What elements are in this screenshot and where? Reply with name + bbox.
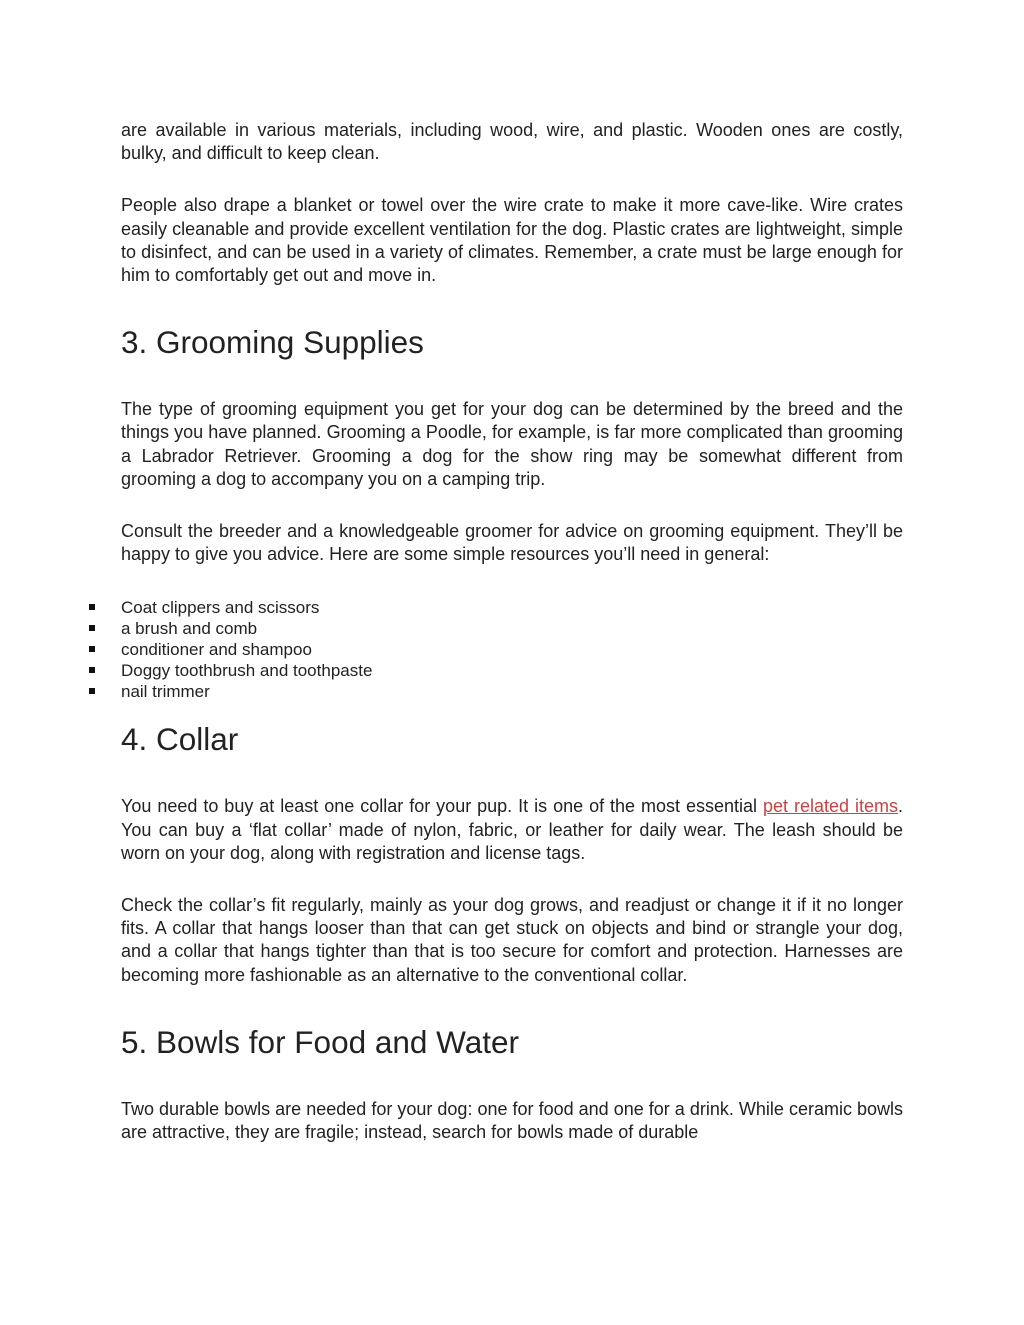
list-item: [121, 597, 903, 618]
list-item: [121, 660, 903, 681]
list-item-label: Doggy toothbrush and toothpaste: [121, 661, 373, 681]
collar-text-after-link: . You can buy a ‘flat collar’ made of nylon, fabric, or leather for daily wear. The leash should be worn on your dog, along with registration and license tags.: [121, 796, 904, 863]
square-bullet-icon: [89, 604, 95, 610]
grooming-supplies-heading: 3. Grooming Supplies: [121, 324, 424, 361]
bowls-heading: 5. Bowls for Food and Water: [121, 1023, 520, 1060]
square-bullet-icon: [89, 667, 95, 673]
grooming-paragraph-1: The type of grooming equipment you get for your dog can be determined by the breed and the things you have planned. Grooming a Poodle, for example, is far more complicated than grooming a Labrador Retriever. Grooming a dog for the show ring may be somewhat different from grooming a dog to accompany you on a camping trip.: [121, 399, 903, 489]
list-item-label: nail trimmer: [121, 682, 210, 702]
collar-paragraph-2: Check the collar’s fit regularly, mainly as your dog grows, and readjust or change it if it no longer fits. A collar that hangs looser than that can get stuck on objects and bind or strangle your dog, and a collar that hangs tighter than that is too secure for comfort and protection. Harnesses are becoming more fashionable as an alternative to the conventional collar.: [121, 895, 903, 985]
square-bullet-icon: [89, 625, 95, 631]
collar-text-before-link: You need to buy at least one collar for your pup. It is one of the most essential: [121, 796, 763, 817]
pet-related-items-link[interactable]: pet related items: [763, 796, 898, 817]
crate-drape-paragraph: People also drape a blanket or towel over the wire crate to make it more cave-like. Wire crates easily cleanable and provide excellent ventilation for the dog. Plastic crates are lightweight, simple to disinfect, and can be used in a variety of climates. Remember, a crate must be large enough for him to comfortably get out and move in.: [121, 195, 903, 286]
grooming-supplies-list: [121, 597, 903, 702]
collar-paragraph-1: [121, 795, 903, 865]
list-item: [121, 618, 903, 639]
grooming-paragraph-2: Consult the breeder and a knowledgeable groomer for advice on grooming equipment. They’ll be happy to give you advice. Here are some simple resources you’ll need in general:: [121, 521, 903, 565]
crate-materials-paragraph: are available in various materials, including wood, wire, and plastic. Wooden ones are costly, bulky, and difficult to keep clean.: [121, 120, 903, 164]
collar-heading: 4. Collar: [121, 721, 239, 758]
document-page: [121, 119, 903, 1144]
list-item-label: Coat clippers and scissors: [121, 598, 320, 618]
bowls-paragraph-1: Two durable bowls are needed for your dog: one for food and one for a drink. While ceramic bowls are attractive, they are fragile; instead, search for bowls made of durable: [121, 1098, 903, 1143]
list-item: [121, 681, 903, 702]
list-item-label: a brush and comb: [121, 619, 258, 639]
list-item-label: conditioner and shampoo: [121, 640, 312, 660]
square-bullet-icon: [89, 688, 95, 694]
square-bullet-icon: [89, 646, 95, 652]
list-item: [121, 639, 903, 660]
